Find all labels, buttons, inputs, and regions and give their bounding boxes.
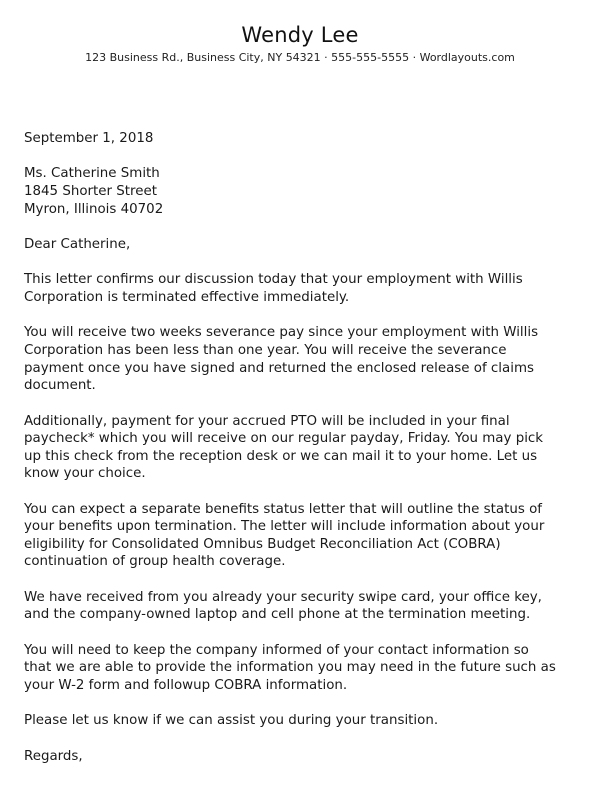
paragraph-line: Please let us know if we can assist you during your transition. (24, 713, 439, 729)
paragraph-line: You will need to keep the company informed of your contact information so (24, 642, 529, 658)
body-paragraph (24, 642, 584, 695)
paragraph-line: your W-2 form and followup COBRA information. (24, 678, 348, 694)
salutation-text: Dear Catherine, (24, 236, 131, 252)
paragraph-line: You will receive two weeks severance pay since your employment with Willis (24, 325, 539, 341)
paragraph-line: Additionally, payment for your accrued PTO will be included in your final (24, 413, 510, 429)
recipient-street: 1845 Shorter Street (24, 183, 157, 199)
paragraph-line: your benefits upon termination. The letter will include information about your (24, 519, 545, 535)
letterhead (0, 22, 600, 65)
paragraph-line: continuation of group health coverage. (24, 554, 286, 570)
body-paragraph (24, 271, 584, 306)
paragraph-line: that we are able to provide the information you may need in the future such as (24, 660, 556, 676)
body-paragraph (24, 589, 584, 624)
closing-text: Regards, (24, 748, 83, 764)
paragraph-line: This letter confirms our discussion today that your employment with Willis (24, 272, 523, 288)
letter-paragraphs (24, 254, 584, 730)
body-paragraph (24, 413, 584, 483)
paragraph-line: and the company-owned laptop and cell phone at the termination meeting. (24, 607, 531, 623)
paragraph-line: eligibility for Consolidated Omnibus Budget Reconciliation Act (COBRA) (24, 536, 501, 552)
closing (24, 748, 584, 766)
paragraph-line: Corporation has been less than one year. You will receive the severance (24, 342, 507, 358)
body-paragraph (24, 712, 584, 730)
letter-date (24, 130, 584, 148)
paragraph-line: We have received from you already your security swipe card, your office key, (24, 589, 542, 605)
paragraph-line: document. (24, 378, 96, 394)
sender-name: Wendy Lee (241, 23, 359, 47)
recipient-city: Myron, Illinois 40702 (24, 201, 164, 217)
letter-body (24, 130, 584, 765)
paragraph-line: You can expect a separate benefits status letter that will outline the status of (24, 501, 542, 517)
paragraph-line: know your choice. (24, 466, 146, 482)
body-paragraph (24, 501, 584, 571)
body-paragraph (24, 324, 584, 394)
date-text: September 1, 2018 (24, 131, 154, 146)
recipient-name: Ms. Catherine Smith (24, 166, 160, 182)
paragraph-line: paycheck* which you will receive on our regular payday, Friday. You may pick (24, 431, 544, 447)
paragraph-line: payment once you have signed and returned the enclosed release of claims (24, 360, 534, 376)
recipient-address (24, 165, 584, 218)
salutation (24, 236, 584, 254)
sender-contact-line: 123 Business Rd., Business City, NY 54321 · 555-555-5555 · Wordlayouts.com (85, 51, 515, 64)
paragraph-line: Corporation is terminated effective immediately. (24, 289, 350, 305)
paragraph-line: up this check from the reception desk or we can mail it to your home. Let us (24, 448, 538, 464)
